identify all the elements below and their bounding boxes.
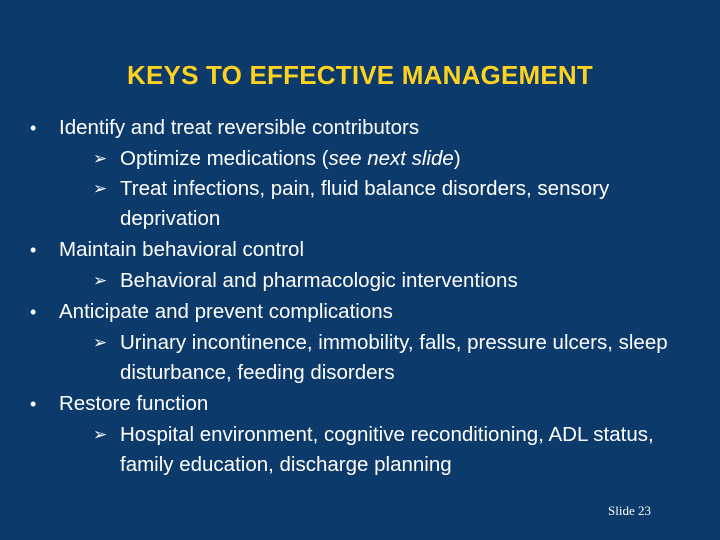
sub-bullet-item — [59, 420, 700, 480]
arrow-bullet-icon: ➢ — [93, 425, 108, 445]
sub-bullet-item — [59, 328, 700, 388]
slide-number: Slide 23 — [608, 503, 651, 518]
bullet-text: Identify and treat reversible contributors — [59, 116, 420, 139]
sub-bullet-text: Hospital environment, cognitive reconditioning, ADL status, family education, discharge planning — [120, 423, 654, 476]
bullet-icon: • — [30, 394, 37, 414]
sub-bullet-list — [59, 266, 700, 296]
sub-bullet-item — [59, 266, 700, 296]
bullet-item — [30, 234, 700, 296]
sub-bullet-text-prefix: Optimize medications ( — [120, 147, 329, 170]
arrow-bullet-icon: ➢ — [93, 179, 108, 199]
arrow-bullet-icon: ➢ — [93, 333, 108, 353]
sub-bullet-list — [59, 144, 700, 234]
bullet-list — [30, 112, 700, 480]
bullet-text: Maintain behavioral control — [59, 238, 304, 261]
slide-title: KEYS TO EFFECTIVE MANAGEMENT — [127, 60, 593, 90]
bullet-item — [30, 112, 700, 234]
sub-bullet-list — [59, 420, 700, 480]
sub-bullet-item — [59, 144, 700, 174]
bullet-icon: • — [30, 302, 37, 322]
sub-bullet-text-suffix: ) — [453, 147, 461, 170]
bullet-item — [30, 388, 700, 480]
sub-bullet-text: Treat infections, pain, fluid balance disorders, sensory deprivation — [120, 177, 610, 230]
arrow-bullet-icon: ➢ — [93, 149, 108, 169]
sub-bullet-text: Urinary incontinence, immobility, falls, pressure ulcers, sleep disturbance, feeding disorders — [120, 331, 668, 384]
sub-bullet-list — [59, 328, 700, 388]
arrow-bullet-icon: ➢ — [93, 271, 108, 291]
bullet-icon: • — [30, 118, 37, 138]
sub-bullet-item — [59, 174, 700, 234]
bullet-text: Anticipate and prevent complications — [59, 300, 393, 323]
bullet-icon: • — [30, 240, 37, 260]
bullet-text: Restore function — [59, 392, 209, 415]
sub-bullet-text: Behavioral and pharmacologic interventions — [120, 269, 518, 292]
bullet-item — [30, 296, 700, 388]
sub-bullet-text-emphasis: see next slide — [328, 147, 454, 170]
